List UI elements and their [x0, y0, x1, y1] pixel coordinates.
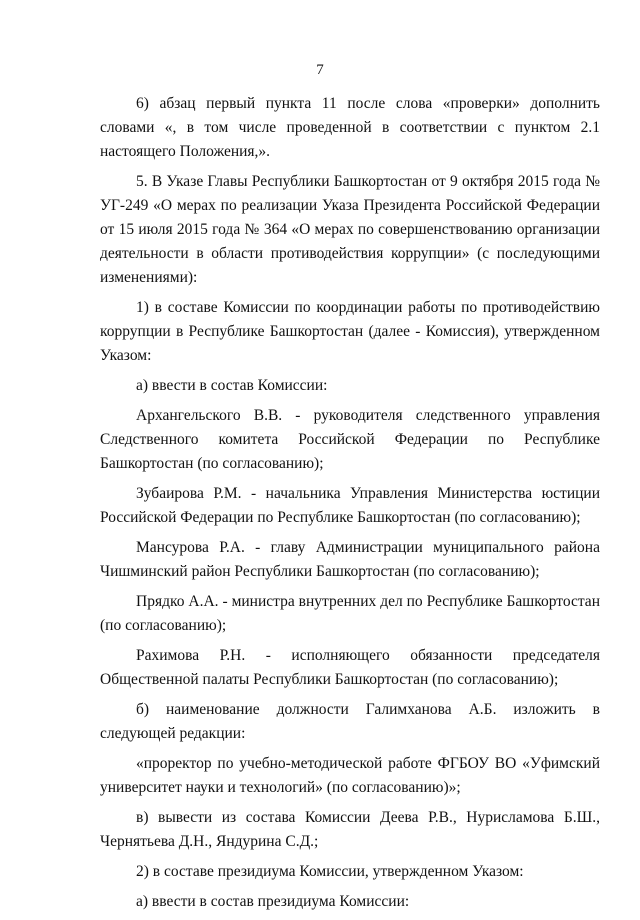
paragraph: б) наименование должности Галимханова А.Б. изложить в следующей редакции:: [100, 701, 600, 742]
paragraph: Зубаирова Р.М. - начальника Управления Министерства юстиции Российской Федерации по Республике Башкортостан (по согласованию);: [100, 485, 600, 526]
paragraph: Рахимова Р.Н. - исполняющего обязанности председателя Общественной палаты Республики Башкортостан (по согласованию);: [100, 647, 600, 688]
page-number: 7: [316, 62, 324, 78]
paragraph: «проректор по учебно-методической работе ФГБОУ ВО «Уфимский университет науки и технологий» (по согласованию)»;: [100, 755, 600, 796]
paragraph: а) ввести в состав президиума Комиссии:: [136, 893, 410, 910]
paragraph: в) вывести из состава Комиссии Деева Р.В., Нурисламова Б.Ш., Чернятьева Д.Н., Яндурина С.Д.;: [100, 809, 600, 850]
paragraph: 6) абзац первый пункта 11 после слова «проверки» дополнить словами «, в том числе проведенной в соответствии с пунктом 2.1 настоящего Положения,».: [100, 95, 600, 160]
paragraph: Архангельского В.В. - руководителя следственного управления Следственного комитета Российской Федерации по Республике Башкортостан (по согласованию);: [100, 407, 600, 472]
paragraph: 2) в составе президиума Комиссии, утвержденном Указом:: [136, 863, 524, 880]
paragraph: 1) в составе Комиссии по координации работы по противодействию коррупции в Республике Башкортостан (далее - Комиссия), утвержденном Указом:: [100, 299, 600, 364]
document-body: [100, 92, 600, 920]
paragraph: Мансурова Р.А. - главу Администрации муниципального района Чишминский район Республики Башкортостан (по согласованию);: [100, 539, 600, 580]
paragraph: а) ввести в состав Комиссии:: [136, 377, 328, 394]
paragraph: 5. В Указе Главы Республики Башкортостан от 9 октября 2015 года № УГ-249 «О мерах по реализации Указа Президента Российской Федерации от 15 июля 2015 года № 364 «О мерах по совершенствованию организации деятельности в области противодействия коррупции» (с последующими изменениями):: [100, 173, 600, 286]
paragraph: Прядко А.А. - министра внутренних дел по Республике Башкортостан (по согласованию);: [100, 593, 600, 634]
